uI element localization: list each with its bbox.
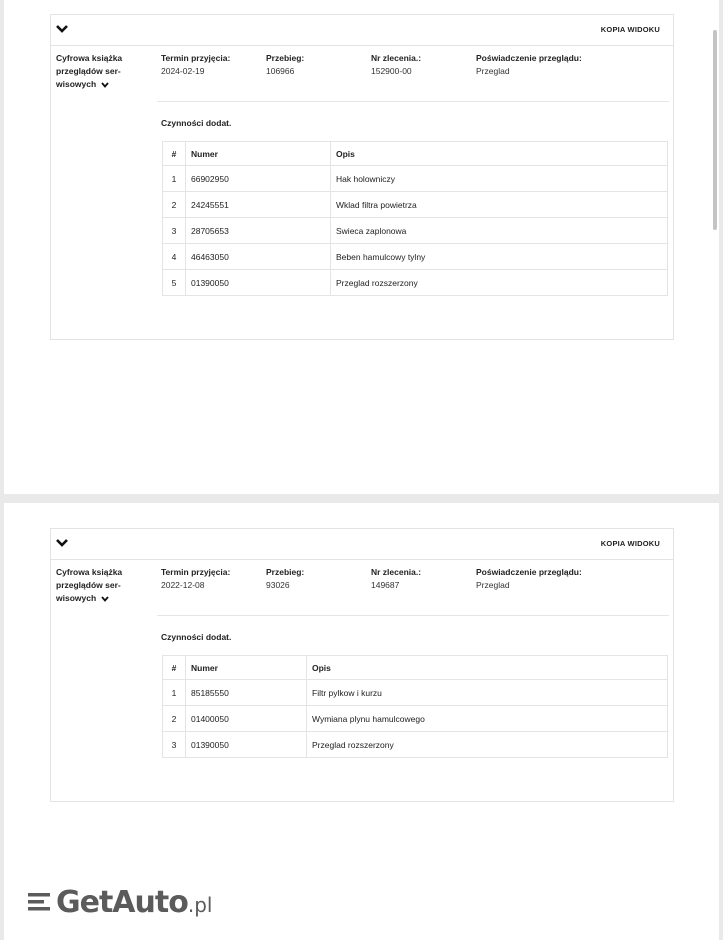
- field-value: 152900-00: [371, 66, 412, 76]
- row-index: 1: [163, 166, 186, 192]
- inspection-certificate-field: [476, 566, 586, 592]
- field-value: Przeglad: [476, 580, 510, 590]
- part-number: 01400050: [186, 706, 307, 732]
- card-header: [51, 15, 673, 46]
- row-index: 1: [163, 680, 186, 706]
- row-index: 2: [163, 706, 186, 732]
- part-number: 85185550: [186, 680, 307, 706]
- intake-date-field: [161, 566, 261, 592]
- row-index: 3: [163, 732, 186, 758]
- part-number: 01390050: [186, 270, 331, 296]
- row-index: 4: [163, 244, 186, 270]
- logo-wordmark: [56, 885, 212, 923]
- service-book-toggle[interactable]: [56, 52, 146, 91]
- inspection-certificate-field: [476, 52, 586, 78]
- service-record-card: [50, 528, 674, 802]
- row-index: 3: [163, 218, 186, 244]
- chevron-down-icon: [101, 596, 109, 602]
- column-header: Numer: [186, 142, 331, 166]
- divider: [157, 101, 669, 102]
- field-value: 2024-02-19: [161, 66, 205, 76]
- field-label: Przebieg:: [266, 53, 305, 63]
- description: Swieca zaplonowa: [331, 218, 668, 244]
- record-info-row: [51, 566, 673, 616]
- service-book-toggle[interactable]: [56, 566, 146, 605]
- description: Beben hamulcowy tylny: [331, 244, 668, 270]
- additional-tasks-table: [162, 141, 668, 296]
- chevron-down-icon: [101, 82, 109, 88]
- field-label: Nr zlecenia.:: [371, 53, 422, 63]
- table-header-row: [163, 656, 668, 680]
- description: Filtr pylkow i kurzu: [307, 680, 668, 706]
- table-row: [163, 166, 668, 192]
- order-number-field: [371, 52, 471, 78]
- field-value: 106966: [266, 66, 295, 76]
- intake-date-field: [161, 52, 261, 78]
- divider: [157, 615, 669, 616]
- getauto-watermark-logo: [28, 885, 228, 921]
- field-value: 93026: [266, 580, 290, 590]
- field-label: Poświadczenie przeglądu:: [476, 567, 582, 577]
- mileage-field: [266, 52, 366, 78]
- field-value: Przeglad: [476, 66, 510, 76]
- service-book-label: Cyfrowa książka przeglądów ser-wisowych: [56, 567, 123, 603]
- additional-tasks-table: [162, 655, 668, 758]
- table-row: [163, 270, 668, 296]
- chevron-down-icon[interactable]: [56, 24, 68, 34]
- field-label: Termin przyjęcia:: [161, 53, 231, 63]
- logo-tld: .pl: [187, 893, 213, 917]
- section-title: Czynności dodat.: [161, 118, 232, 128]
- column-header: Opis: [307, 656, 668, 680]
- table-row: [163, 244, 668, 270]
- table-header-row: [163, 142, 668, 166]
- row-index: 5: [163, 270, 186, 296]
- field-label: Nr zlecenia.:: [371, 567, 422, 577]
- description: Przeglad rozszerzony: [307, 732, 668, 758]
- table-row: [163, 218, 668, 244]
- part-number: 66902950: [186, 166, 331, 192]
- order-number-field: [371, 566, 471, 592]
- scrollbar[interactable]: [713, 30, 717, 230]
- part-number: 28705653: [186, 218, 331, 244]
- service-book-label: Cyfrowa książka przeglądów ser-wisowych: [56, 53, 123, 89]
- menu-lines-icon: [28, 891, 52, 913]
- card-header: [51, 529, 673, 560]
- field-value: 2022-12-08: [161, 580, 205, 590]
- field-label: Przebieg:: [266, 567, 305, 577]
- column-header: Numer: [186, 656, 307, 680]
- part-number: 46463050: [186, 244, 331, 270]
- copy-view-button[interactable]: KOPIA WIDOKU: [600, 25, 660, 34]
- column-header: #: [163, 656, 186, 680]
- part-number: 01390050: [186, 732, 307, 758]
- field-label: Termin przyjęcia:: [161, 567, 231, 577]
- table-row: [163, 732, 668, 758]
- screenshot-panel-1: [4, 0, 719, 494]
- description: Hak holowniczy: [331, 166, 668, 192]
- chevron-down-icon[interactable]: [56, 538, 68, 548]
- logo-brand: GetAuto: [56, 885, 188, 920]
- table-row: [163, 192, 668, 218]
- service-record-card: [50, 14, 674, 340]
- description: Wymiana plynu hamulcowego: [307, 706, 668, 732]
- mileage-field: [266, 566, 366, 592]
- part-number: 24245551: [186, 192, 331, 218]
- row-index: 2: [163, 192, 186, 218]
- section-title: Czynności dodat.: [161, 632, 232, 642]
- record-info-row: [51, 52, 673, 102]
- column-header: Opis: [331, 142, 668, 166]
- description: Wklad filtra powietrza: [331, 192, 668, 218]
- field-label: Poświadczenie przeglądu:: [476, 53, 582, 63]
- table-row: [163, 680, 668, 706]
- screenshot-panel-2: [4, 503, 719, 940]
- copy-view-button[interactable]: KOPIA WIDOKU: [600, 539, 660, 548]
- column-header: #: [163, 142, 186, 166]
- table-row: [163, 706, 668, 732]
- field-value: 149687: [371, 580, 400, 590]
- description: Przeglad rozszerzony: [331, 270, 668, 296]
